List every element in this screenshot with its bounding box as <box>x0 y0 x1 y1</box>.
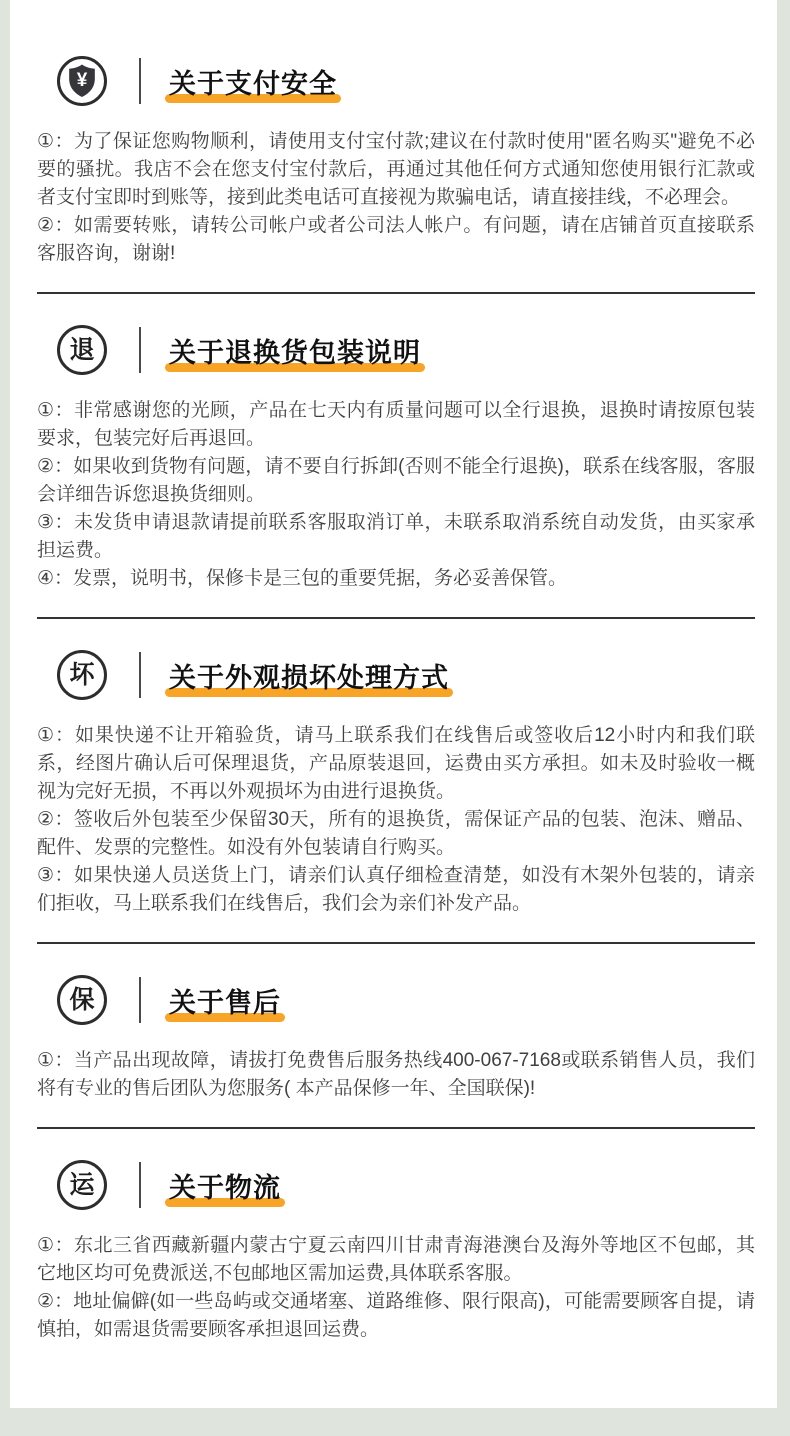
damage-glyph: 坏 <box>69 660 95 689</box>
notice-paragraph: ③：未发货申请退款请提前联系客服取消订单，未联系取消系统自动发货，由买家承担运费。 <box>37 512 755 561</box>
warranty-glyph: 保 <box>69 985 95 1014</box>
yen-glyph: ¥ <box>76 70 88 92</box>
section-body <box>37 397 755 593</box>
notice-paragraph: ①：非常感谢您的光顾，产品在七天内有质量问题可以全行退换，退换时请按原包装要求，包装完好后再退回。 <box>37 400 755 449</box>
notice-paragraph: ②：如果收到货物有问题，请不要自行拆卸(否则不能全行退换)，联系在线客服，客服会详细告诉您退换货细则。 <box>37 456 755 505</box>
section-title: 关于物流 <box>167 1166 283 1205</box>
notice-paragraph: ①：为了保证您购物顺利，请使用支付宝付款;建议在付款时使用"匿名购买"避免不必要的骚扰。我店不会在您支付宝付款后，再通过其他任何方式通知您使用银行汇款或者支付宝即时到账等，接到此类电话可直接视为欺骗电话，请直接挂线，不必理会。 <box>37 131 755 208</box>
section-payment-security <box>37 55 755 268</box>
section-body <box>37 1232 755 1344</box>
notice-paragraph: ③：如果快递人员送货上门，请亲们认真仔细检查清楚，如没有木架外包装的，请亲们拒收，马上联系我们在线售后，我们会为亲们补发产品。 <box>37 865 755 914</box>
notice-paragraph: ④：发票，说明书，保修卡是三包的重要凭据，务必妥善保管。 <box>37 568 568 589</box>
section-body <box>37 722 755 918</box>
section-divider <box>37 1127 755 1129</box>
notice-paragraph: ②：如需要转账，请转公司帐户或者公司法人帐户。有问题，请在店铺首页直接联系客服咨询，谢谢! <box>37 215 755 264</box>
section-after-sales <box>37 974 755 1103</box>
section-return-packaging <box>37 324 755 593</box>
header-divider-rule <box>139 327 141 373</box>
damage-circle-icon <box>57 650 107 700</box>
section-title: 关于外观损坏处理方式 <box>167 656 451 695</box>
section-title: 关于售后 <box>167 981 283 1020</box>
header-divider-rule <box>139 1162 141 1208</box>
section-header <box>57 55 755 107</box>
return-circle-icon <box>57 325 107 375</box>
section-header <box>57 974 755 1026</box>
header-divider-rule <box>139 58 141 104</box>
section-divider <box>37 942 755 944</box>
section-body <box>37 128 755 268</box>
section-logistics <box>37 1159 755 1344</box>
section-appearance-damage <box>37 649 755 918</box>
section-header <box>57 324 755 376</box>
warranty-circle-icon <box>57 975 107 1025</box>
notice-card <box>10 0 777 1408</box>
section-divider <box>37 617 755 619</box>
section-title: 关于支付安全 <box>167 62 339 101</box>
section-header <box>57 1159 755 1211</box>
section-body <box>37 1047 755 1103</box>
shipping-glyph: 运 <box>69 1170 95 1199</box>
notice-paragraph: ①：当产品出现故障，请拔打免费售后服务热线400-067-7168或联系销售人员，我们将有专业的售后团队为您服务( 本产品保修一年、全国联保)! <box>37 1050 755 1099</box>
header-divider-rule <box>139 652 141 698</box>
section-divider <box>37 292 755 294</box>
notice-paragraph: ②：地址偏僻(如一些岛屿或交通堵塞、道路维修、限行限高)，可能需要顾客自提，请慎拍，如需退货需要顾客承担退回运费。 <box>37 1291 755 1340</box>
notice-paragraph: ①：如果快递不让开箱验货，请马上联系我们在线售后或签收后12小时内和我们联系，经图片确认后可保理退货，产品原装退回，运费由买方承担。如未及时验收一概视为完好无损，不再以外观损坏为由进行退换货。 <box>37 725 755 802</box>
return-glyph: 退 <box>69 335 95 364</box>
section-header <box>57 649 755 701</box>
notice-paragraph: ②：签收后外包装至少保留30天，所有的退换货，需保证产品的包装、泡沫、赠品、配件、发票的完整性。如没有外包装请自行购买。 <box>37 809 755 858</box>
shield-currency-icon <box>57 56 107 106</box>
header-divider-rule <box>139 977 141 1023</box>
section-title: 关于退换货包装说明 <box>167 331 423 370</box>
notice-paragraph: ①：东北三省西藏新疆内蒙古宁夏云南四川甘肃青海港澳台及海外等地区不包邮，其它地区均可免费派送,不包邮地区需加运费,具体联系客服。 <box>37 1235 755 1284</box>
shipping-circle-icon <box>57 1160 107 1210</box>
